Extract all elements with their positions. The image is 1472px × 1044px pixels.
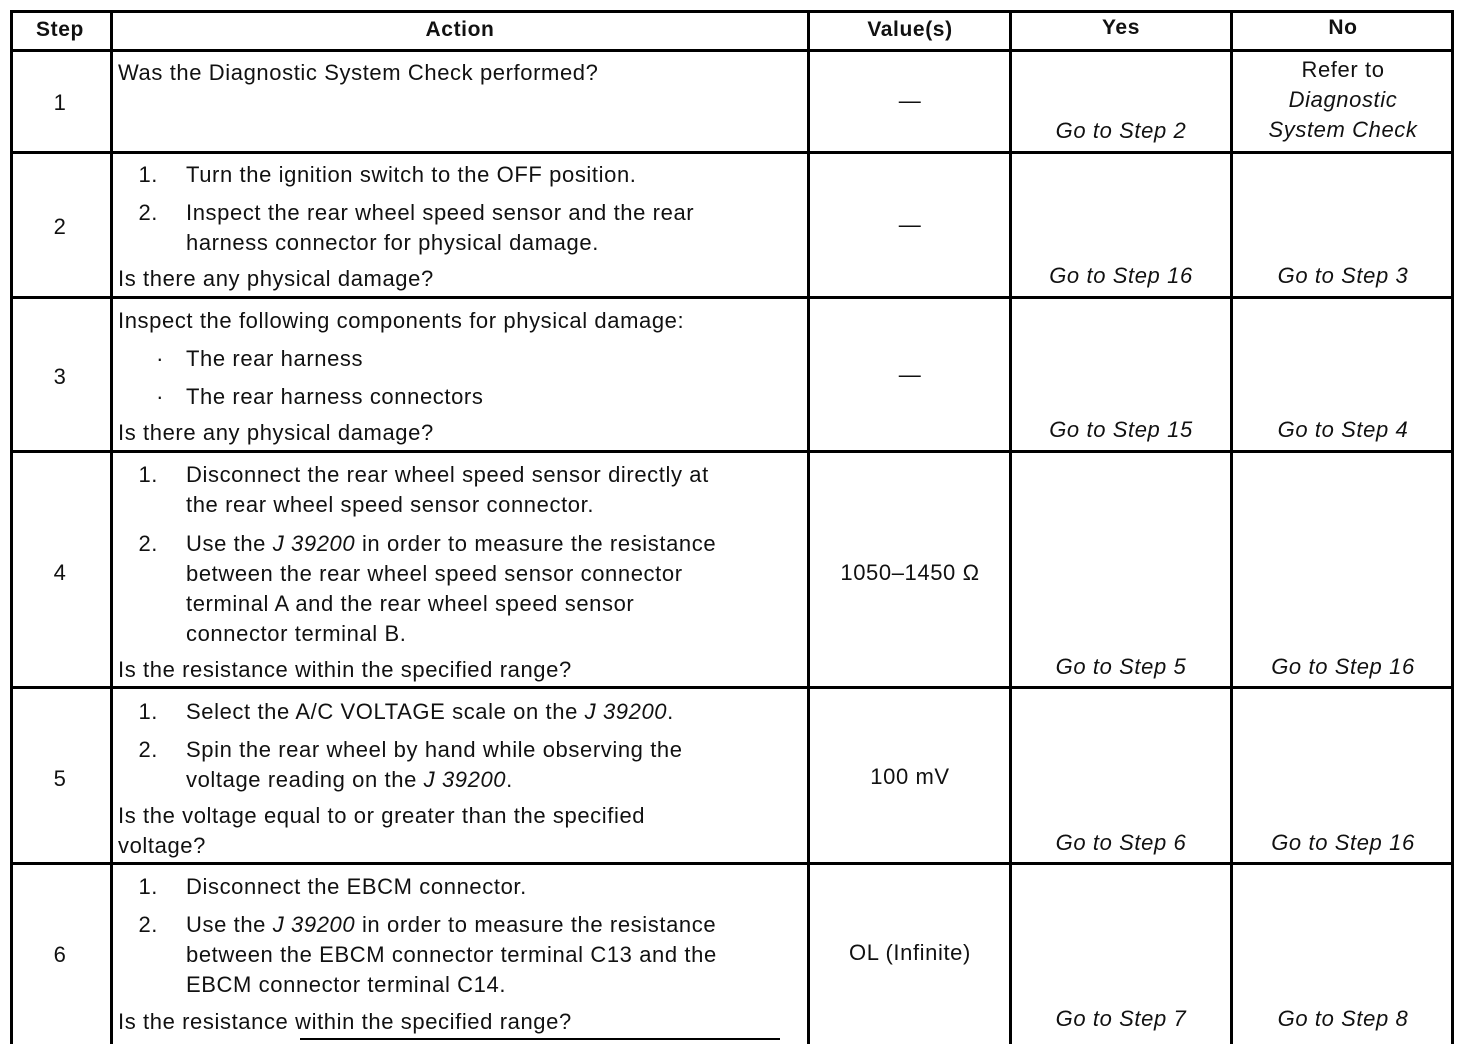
yes-result: Go to Step 7 <box>1055 1006 1187 1031</box>
row-divider-1 <box>10 151 1454 154</box>
list-item: 1. Disconnect the rear wheel speed sensor directly at the rear wheel speed sensor connector. <box>138 462 709 517</box>
list-item: 1. Turn the ignition switch to the OFF position. <box>138 162 637 187</box>
no-result-line2: System Check <box>1268 117 1418 142</box>
column-divider-values <box>1009 10 1012 1044</box>
value-cell: 100 mV <box>870 764 950 789</box>
column-divider-yes <box>1230 10 1233 1044</box>
action-question-line2: voltage? <box>118 833 206 858</box>
tool-reference: J 39200 <box>584 699 668 724</box>
no-result: Go to Step 16 <box>1271 654 1415 679</box>
list-item: 1. Disconnect the EBCM connector. <box>138 874 527 899</box>
table-border-right <box>1451 10 1454 1044</box>
header-yes: Yes <box>1101 16 1140 39</box>
yes-result: Go to Step 5 <box>1055 654 1187 679</box>
row-divider-4 <box>10 686 1454 689</box>
step-number: 3 <box>53 364 67 389</box>
action-question: Is the resistance within the specified range? <box>118 1009 572 1034</box>
action-question: Is there any physical damage? <box>118 420 434 445</box>
value-cell: OL (Infinite) <box>849 940 971 965</box>
header-action: Action <box>425 18 495 41</box>
list-item: 2. Use the J 39200 in order to measure the resistance between the EBCM connector terminal C13 and the EBCM connector terminal C14. <box>138 912 717 997</box>
yes-result: Go to Step 15 <box>1049 417 1193 442</box>
no-result: Go to Step 3 <box>1277 263 1409 288</box>
table-border-left <box>10 10 13 1044</box>
action-question-line1: Is the voltage equal to or greater than the specified <box>118 803 646 828</box>
row-divider-3 <box>10 450 1454 453</box>
tool-reference: J 39200 <box>272 531 356 556</box>
header-step: Step <box>36 18 84 41</box>
list-item: 1. Select the A/C VOLTAGE scale on the J 39200. <box>138 699 674 724</box>
column-divider-step <box>110 10 113 1044</box>
list-item: 2. Use the J 39200 in order to measure the resistance between the rear wheel speed sensor connector terminal A and the rear wheel speed sensor connector terminal B. <box>138 531 717 646</box>
no-result: Go to Step 8 <box>1277 1006 1409 1031</box>
action-question: Is there any physical damage? <box>118 266 434 291</box>
yes-result: Go to Step 16 <box>1049 263 1193 288</box>
bullet-item: · The rear harness <box>156 346 364 371</box>
step-number: 1 <box>53 90 67 115</box>
no-result-line1: Diagnostic <box>1288 87 1398 112</box>
action-text: Was the Diagnostic System Check performed? <box>118 60 599 85</box>
step-number: 6 <box>53 942 67 967</box>
tool-reference: J 39200 <box>272 912 356 937</box>
row-divider-5 <box>10 862 1454 865</box>
no-result: Go to Step 16 <box>1271 830 1415 855</box>
no-result: Go to Step 4 <box>1277 417 1409 442</box>
step-number: 4 <box>53 560 67 585</box>
no-result-prefix: Refer to <box>1301 57 1385 82</box>
action-intro: Inspect the following components for physical damage: <box>118 308 685 333</box>
row-divider-2 <box>10 296 1454 299</box>
tool-reference: J 39200 <box>423 767 507 792</box>
list-item: 2. Inspect the rear wheel speed sensor and the rear harness connector for physical damage. <box>138 200 695 255</box>
bottom-partial-line <box>300 1038 780 1040</box>
yes-result: Go to Step 2 <box>1055 118 1187 143</box>
yes-result: Go to Step 6 <box>1055 830 1187 855</box>
action-question: Is the resistance within the specified range? <box>118 657 572 682</box>
header-no: No <box>1328 16 1358 39</box>
value-cell: 1050–1450 Ω <box>840 560 980 585</box>
step-number: 5 <box>53 766 67 791</box>
value-cell: — <box>898 362 922 387</box>
list-item: 2. Spin the rear wheel by hand while observing the voltage reading on the J 39200. <box>138 737 683 792</box>
column-divider-action <box>807 10 810 1044</box>
header-divider <box>10 49 1454 52</box>
step-number: 2 <box>53 214 67 239</box>
value-cell: — <box>898 212 922 237</box>
bullet-item: · The rear harness connectors <box>156 384 484 409</box>
value-cell: — <box>898 88 922 113</box>
header-values: Value(s) <box>867 18 953 41</box>
